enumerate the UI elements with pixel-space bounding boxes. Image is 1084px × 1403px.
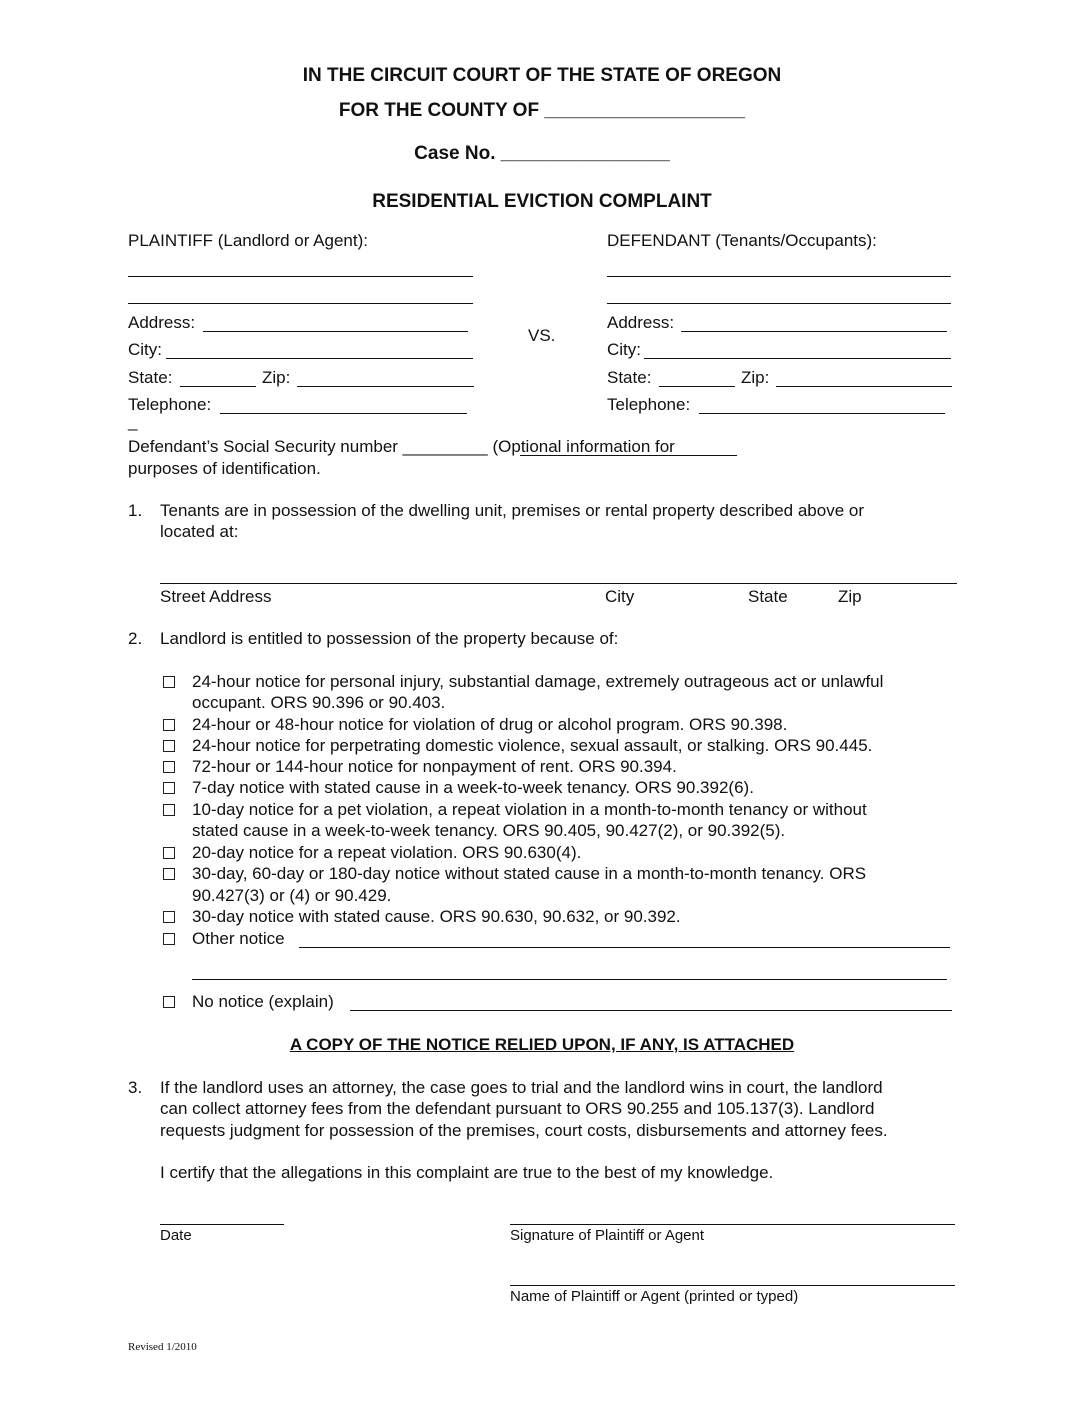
printed-name-field[interactable] <box>510 1285 955 1286</box>
defendant-city-field[interactable] <box>644 358 951 359</box>
item-3-number: 3. <box>128 1078 143 1097</box>
no-notice-explain-field[interactable] <box>350 1010 952 1011</box>
option-text-cont: occupant. ORS 90.396 or 90.403. <box>192 693 446 712</box>
defendant-telephone-label: Telephone: <box>607 395 691 414</box>
option-text: 20-day notice for a repeat violation. ORS 90.630(4). <box>192 843 582 862</box>
property-city-label: City <box>605 587 635 606</box>
option-checkbox[interactable] <box>163 868 175 880</box>
date-label: Date <box>160 1227 192 1244</box>
option-checkbox[interactable] <box>163 804 175 816</box>
county-heading: FOR THE COUNTY OF ___________________ <box>338 100 746 121</box>
property-state-label: State <box>748 587 788 606</box>
option-checkbox[interactable] <box>163 761 175 773</box>
option-checkbox[interactable] <box>163 933 175 945</box>
option-text: 7-day notice with stated cause in a week-to-week tenancy. ORS 90.392(6). <box>192 778 754 797</box>
certification-statement: I certify that the allegations in this complaint are true to the best of my knowledge. <box>160 1163 774 1182</box>
defendant-label: DEFENDANT (Tenants/Occupants): <box>607 231 877 250</box>
option-text-cont: stated cause in a week-to-week tenancy. ORS 90.405, 90.427(2), or 90.392(5). <box>192 821 786 840</box>
option-text: 30-day notice with stated cause. ORS 90.630, 90.632, or 90.392. <box>192 907 681 926</box>
defendant-telephone-field[interactable] <box>699 413 945 414</box>
item-3-text-line-1: If the landlord uses an attorney, the case goes to trial and the landlord wins in court, the landlord <box>160 1078 883 1097</box>
defendant-name-line-1[interactable] <box>607 276 951 277</box>
revision-note: Revised 1/2010 <box>128 1341 197 1353</box>
other-notice-field[interactable] <box>299 947 950 948</box>
plaintiff-state-label: State: <box>128 368 173 387</box>
item-1-number: 1. <box>128 501 143 520</box>
option-checkbox[interactable] <box>163 740 175 752</box>
defendant-state-label: State: <box>607 368 652 387</box>
printed-name-label: Name of Plaintiff or Agent (printed or typed) <box>510 1288 799 1305</box>
no-notice-label: No notice (explain) <box>192 992 334 1011</box>
signature-label: Signature of Plaintiff or Agent <box>510 1227 705 1244</box>
ssn-text-line-1: Defendant’s Social Security number _________ (Optional information for <box>128 437 675 456</box>
defendant-city-label: City: <box>607 340 641 359</box>
option-text: 24-hour notice for perpetrating domestic violence, sexual assault, or stalking. ORS 90.445. <box>192 736 873 755</box>
plaintiff-state-field[interactable] <box>180 386 256 387</box>
plaintiff-telephone-label: Telephone: <box>128 395 212 414</box>
option-text: 10-day notice for a pet violation, a repeat violation in a month-to-month tenancy or without <box>192 800 867 819</box>
court-heading: IN THE CIRCUIT COURT OF THE STATE OF OREGON <box>302 65 782 86</box>
plaintiff-city-field[interactable] <box>166 358 473 359</box>
defendant-state-field[interactable] <box>659 386 735 387</box>
street-address-label: Street Address <box>160 587 272 606</box>
defendant-name-line-2[interactable] <box>607 303 951 304</box>
plaintiff-telephone-field[interactable] <box>220 413 467 414</box>
other-notice-field-2[interactable] <box>192 979 947 980</box>
option-checkbox[interactable] <box>163 996 175 1008</box>
item-2-number: 2. <box>128 629 143 648</box>
ssn-field[interactable] <box>520 455 737 456</box>
plaintiff-city-label: City: <box>128 340 162 359</box>
defendant-zip-field[interactable] <box>776 386 952 387</box>
option-checkbox[interactable] <box>163 719 175 731</box>
plaintiff-address-label: Address: <box>128 313 196 332</box>
option-checkbox[interactable] <box>163 782 175 794</box>
plaintiff-label: PLAINTIFF (Landlord or Agent): <box>128 231 368 250</box>
item-2-intro: Landlord is entitled to possession of the property because of: <box>160 629 619 648</box>
signature-field[interactable] <box>510 1224 955 1225</box>
option-text: 24-hour or 48-hour notice for violation of drug or alcohol program. ORS 90.398. <box>192 715 788 734</box>
date-field[interactable] <box>160 1224 284 1225</box>
plaintiff-zip-field[interactable] <box>297 386 474 387</box>
option-text: 30-day, 60-day or 180-day notice without stated cause in a month-to-month tenancy. ORS <box>192 864 867 883</box>
plaintiff-zip-label: Zip: <box>262 368 291 387</box>
option-text: Other notice <box>192 929 285 948</box>
option-text-cont: 90.427(3) or (4) or 90.429. <box>192 886 392 905</box>
option-checkbox[interactable] <box>163 676 175 688</box>
ssn-text-line-2: purposes of identification. <box>128 459 321 478</box>
item-1-text-line-2: located at: <box>160 522 239 541</box>
versus-label: VS. <box>528 326 556 345</box>
plaintiff-name-line-1[interactable] <box>128 276 473 277</box>
case-number-line: Case No. ________________ <box>414 143 670 164</box>
item-3-text-line-3: requests judgment for possession of the premises, court costs, disbursements and attorney fees. <box>160 1121 888 1140</box>
plaintiff-address-field[interactable] <box>203 331 468 332</box>
stray-underscore: _ <box>128 412 138 431</box>
item-3-text-line-2: can collect attorney fees from the defendant pursuant to ORS 90.255 and 105.137(3). Landlord <box>160 1099 875 1118</box>
option-text: 72-hour or 144-hour notice for nonpayment of rent. ORS 90.394. <box>192 757 677 776</box>
item-1-text-line-1: Tenants are in possession of the dwelling unit, premises or rental property described above or <box>160 501 864 520</box>
property-zip-label: Zip <box>838 587 862 606</box>
defendant-zip-label: Zip: <box>741 368 770 387</box>
option-checkbox[interactable] <box>163 847 175 859</box>
notice-attached-heading: A COPY OF THE NOTICE RELIED UPON, IF ANY, IS ATTACHED <box>289 1035 795 1054</box>
defendant-address-field[interactable] <box>681 331 947 332</box>
option-checkbox[interactable] <box>163 911 175 923</box>
property-address-field[interactable] <box>160 583 957 584</box>
document-title: RESIDENTIAL EVICTION COMPLAINT <box>372 191 712 212</box>
plaintiff-name-line-2[interactable] <box>128 303 473 304</box>
option-text: 24-hour notice for personal injury, substantial damage, extremely outrageous act or unlawful <box>192 672 884 691</box>
defendant-address-label: Address: <box>607 313 675 332</box>
